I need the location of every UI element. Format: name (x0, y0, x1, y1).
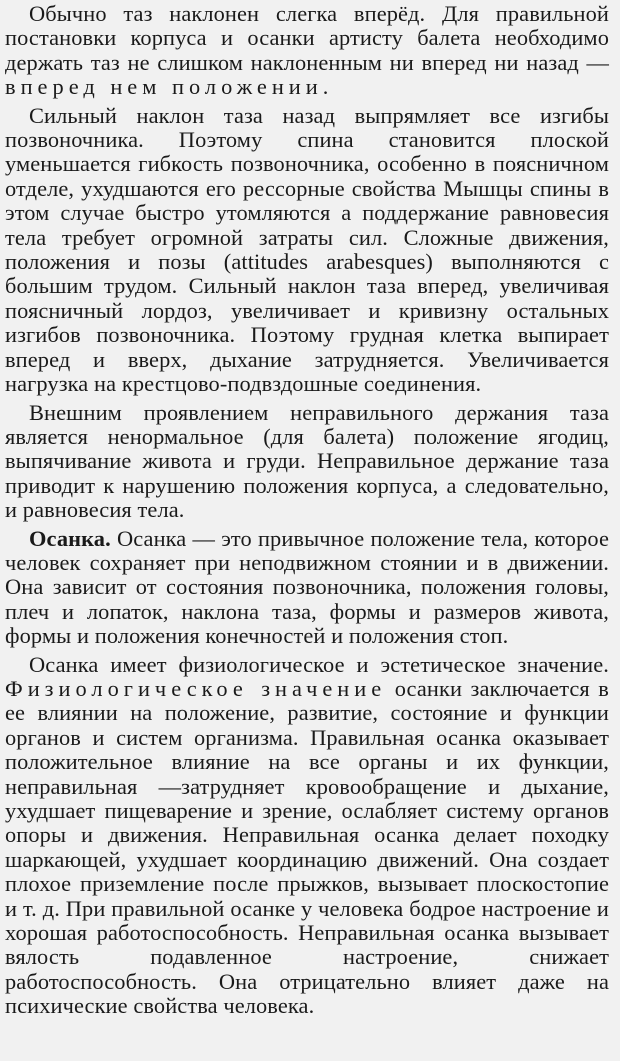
page-body (5, 2, 609, 1019)
paragraph-pelvis-normal (5, 2, 609, 100)
posture-heading: Осанка. (29, 525, 111, 551)
paragraph-5-text-start: Осанка имеет физиологическое и эстетическое значение. (29, 651, 609, 677)
paragraph-pelvis-tilt: Сильный наклон таза назад выпрямляет все изгибы позвоночника. Поэтому спина становится плоской уменьшается гибкость позвоночника, особенно в поясничном отделе, ухудшаются его рессорные свойства Мышцы спины в этом случае быстро утомляются а поддержание равновесия тела требует огромной затраты сил. Сложные движения, положения и позы (attitudes arabesques) выполняются с большим трудом. Сильный наклон таза вперед, увеличивая поясничный лордоз, увеличивает и кривизну остальных изгибов позвоночника. Поэтому грудная клетка выпирает вперед и вверх, дыхание затрудняется. Увеличивается нагрузка на крестцово-подвздошные соединения. (5, 102, 609, 397)
paragraph-1-text: Обычно таз наклонен слегка вперёд. Для правильной постановки корпуса и осанки артисту балета необходимо держать таз не слишком наклоненным ни вперед ни назад — (5, 1, 609, 75)
paragraph-5-text-end: осанки заключается в ее влиянии на положение, развитие, состояние и функции органов и систем организма. Правильная осанка оказывает положительное влияние на все органы и их функции, неправильная —затрудняет кровообращение и дыхание, ухудшает пищеварение и зрение, ослабляет систему органов опоры и движения. Неправильная осанка делает походку шаркающей, ухудшает координацию движений. Она создает плохое приземление после прыжков, вызывает плоскостопие и т. д. При правильной осанке у человека бодрое настроение и хорошая работоспособность. Неправильная осанка вызывает вялость подавленное настроение, снижает работоспособность. Она отрицательно влияет даже на психические свойства человека. (5, 675, 609, 1019)
paragraph-pelvis-appearance: Внешним проявлением неправильного держания таза является ненормальное (для балета) положение ягодиц, выпячивание живота и груди. Неправильное держание таза приводит к нарушению положения корпуса, а следовательно, и равновесия тела. (5, 399, 609, 523)
paragraph-4-text: Осанка — это привычное положение тела, которое человек сохраняет при неподвижном стоянии и в движении. Она зависит от состояния позвоночника, положения головы, плеч и лопаток, наклона таза, формы и размеров живота, формы и положения конечностей и положения стоп. (5, 525, 609, 649)
paragraph-1-spaced-text: вперед нем положении. (5, 74, 334, 100)
paragraph-5-spaced-text: Физиологическое значение (5, 675, 387, 701)
paragraph-posture-definition (5, 527, 609, 649)
paragraph-posture-significance (5, 653, 609, 1019)
